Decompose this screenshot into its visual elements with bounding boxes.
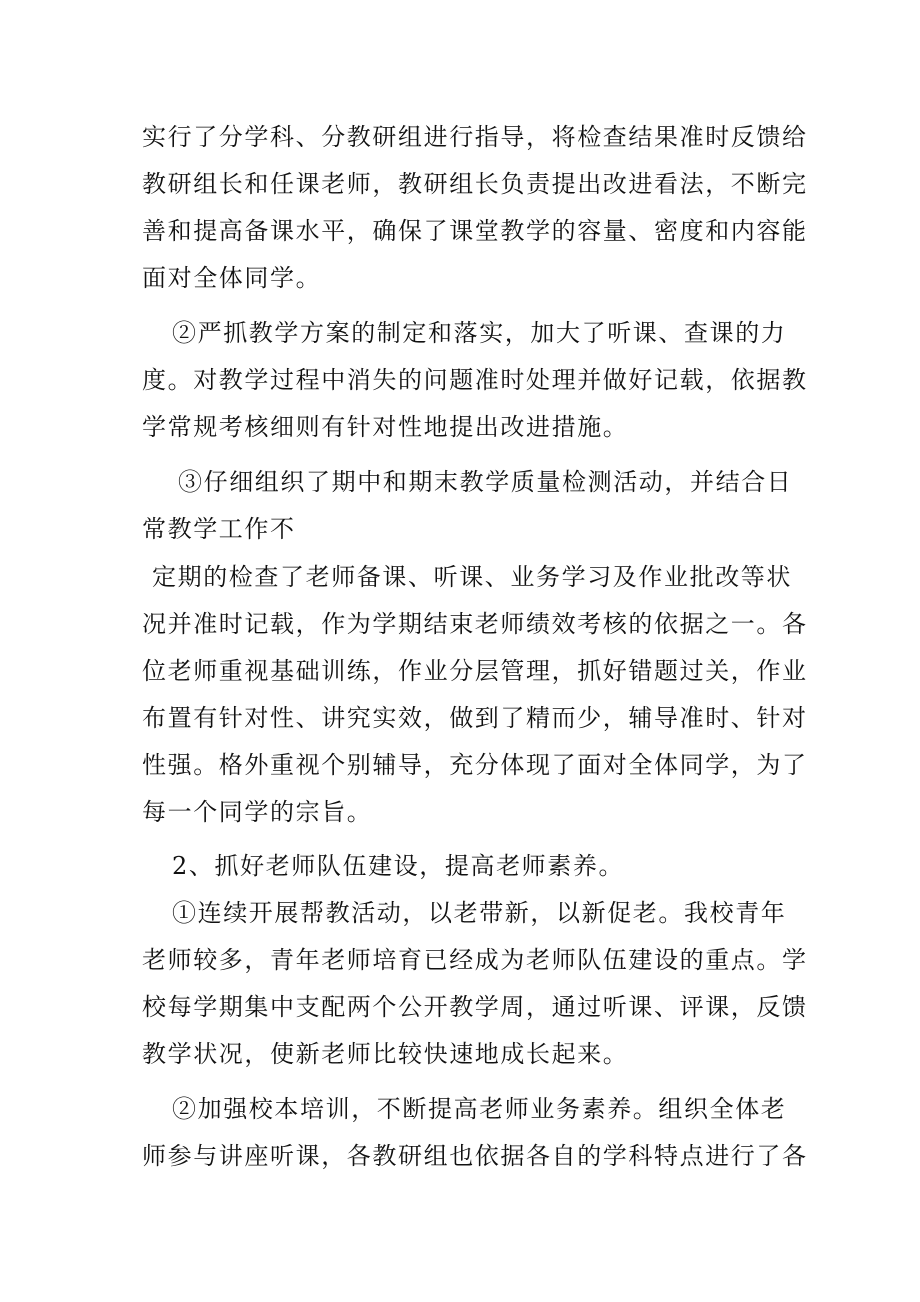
paragraph-line: 学常规考核细则有针对性地提出改进措施。 — [142, 413, 629, 441]
paragraph-line: ①连续开展帮教活动，以老带新，以新促老。我校青年 — [172, 899, 787, 927]
paragraph-line: 善和提高备课水平，确保了课堂教学的容量、密度和内容能 — [142, 217, 808, 245]
paragraph-line: 面对全体同学。 — [142, 264, 322, 292]
paragraph-line: 校每学期集中支配两个公开教学周，通过听课、评课，反馈 — [142, 993, 808, 1021]
paragraph-line: 每一个同学的宗旨。 — [142, 798, 373, 826]
paragraph-line: 教学状况，使新老师比较快速地成长起来。 — [142, 1040, 629, 1068]
paragraph-line: ③仔细组织了期中和期末教学质量检测活动，并结合日 — [178, 468, 793, 496]
paragraph-line: ②加强校本培训，不断提高老师业务素养。组织全体老 — [172, 1095, 787, 1123]
paragraph-line: 教研组长和任课老师，教研组长负责提出改进看法，不断完 — [142, 170, 808, 198]
section-heading: 2、抓好老师队伍建设，提高老师素养。 — [172, 852, 625, 880]
paragraph-line: 布置有针对性、讲究实效，做到了精而少，辅导准时、针对 — [142, 704, 808, 732]
paragraph-line: 度。对教学过程中消失的问题准时处理并做好记载，依据教 — [142, 366, 808, 394]
paragraph-line: 性强。格外重视个别辅导，充分体现了面对全体同学，为了 — [142, 751, 808, 779]
paragraph-line: 老师较多，青年老师培育已经成为老师队伍建设的重点。学 — [142, 946, 808, 974]
paragraph-line: 定期的检查了老师备课、听课、业务学习及作业批改等状 — [152, 563, 792, 591]
paragraph-line: 实行了分学科、分教研组进行指导，将检查结果准时反馈给 — [142, 123, 808, 151]
paragraph-line: ②严抓教学方案的制定和落实，加大了听课、查课的力 — [172, 319, 787, 347]
paragraph-line: 常教学工作不 — [142, 515, 296, 543]
paragraph-line: 师参与讲座听课，各教研组也依据各自的学科特点进行了各 — [142, 1142, 808, 1170]
paragraph-line: 况并准时记载，作为学期结束老师绩效考核的依据之一。各 — [142, 610, 808, 638]
paragraph-line: 位老师重视基础训练，作业分层管理，抓好错题过关，作业 — [142, 657, 808, 685]
